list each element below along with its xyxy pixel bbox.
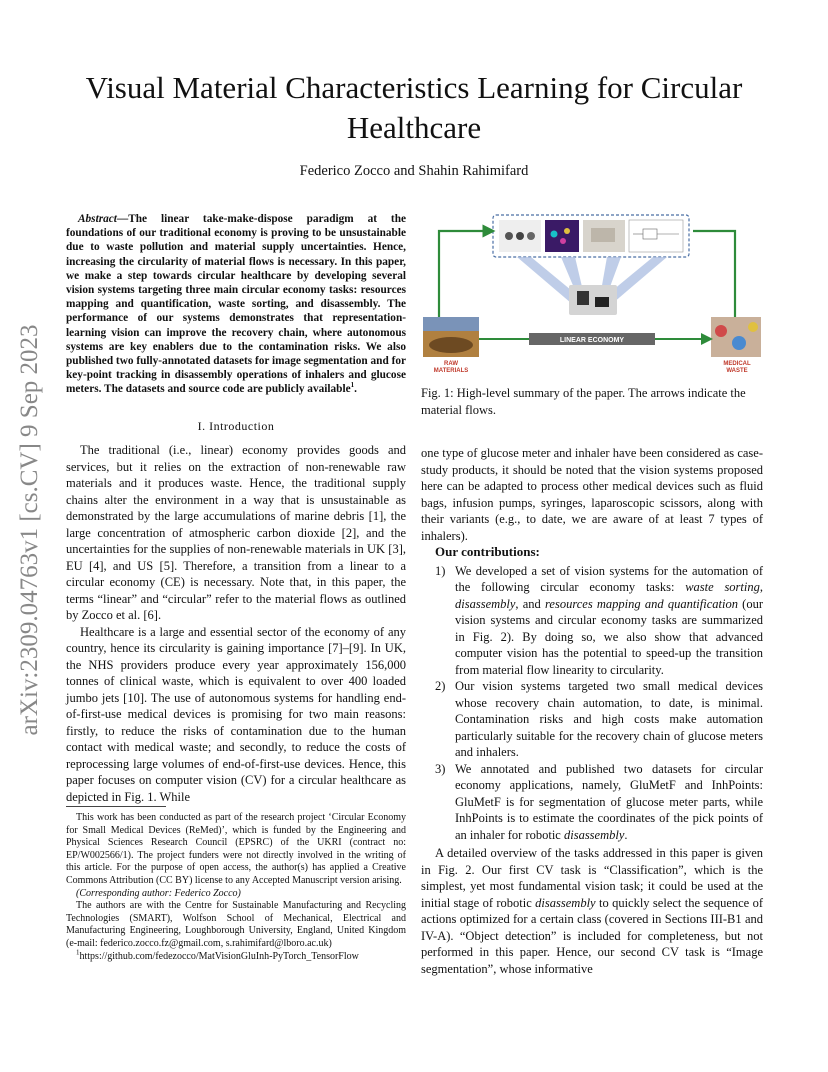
contribution-item	[421, 563, 763, 679]
diagram-thumbnail	[629, 220, 683, 252]
body-text: to quickly select the sequence of actions optimized for a certain class (covered in Sections III-B1 and IV-A). “Object detection” is included for completeness, but not performed in this paper. Hence, our second CV task is “Image segmentation”, whose informative	[421, 895, 763, 976]
arxiv-id: arXiv:2309.04763v1 [cs.CV] 9 Sep 2023	[16, 324, 43, 736]
circular-arrow-left	[439, 231, 489, 317]
contribution-item	[421, 761, 763, 844]
raw-label-1: RAW	[444, 361, 458, 367]
right-paragraph-1: one type of glucose meter and inhaler have been considered as case-study products, it should be noted that the vision systems proposed here can be adapted to process other medical devices such as fluid bags, infusion pumps, syringes, laparoscopic scissors, along with their variants (e.g., to date, we are aware of at least 7 types of inhalers).	[421, 446, 763, 543]
abstract-text: —The linear take-make-dispose paradigm at the foundations of our traditional economy is proving to be unsustainable due to waste pollution and material supply uncertainties. Hence, increasing the circularity of material flows is necessary. In this paper, we make a step towards circular healthcare by developing several vision systems targeting three main circular economy tasks: resources mapping and quantification, waste sorting, and disassembly. The performance of our systems demonstrates that representation-learning vision can improve the recovery chain, where autonomous systems are key enablers due to the contamination risks. We also published two fully-annotated datasets for image segmentation and for key-point tracking in disassembly operations of inhalers and glucose meters. The datasets and source code are publicly available	[66, 213, 406, 396]
right-paragraph-2	[421, 845, 763, 977]
introduction-body	[66, 442, 406, 805]
footnote-mark: 1	[350, 381, 355, 390]
corresponding-author-note: (Corresponding author: Federico Zocco)	[76, 887, 241, 899]
emphasis-text: disassembly	[535, 895, 596, 910]
contributions-list	[421, 563, 763, 844]
waste-label-2: WASTE	[726, 368, 748, 374]
section-heading-introduction: I. Introduction	[197, 419, 275, 433]
footnotes	[66, 812, 406, 963]
abstract	[66, 212, 406, 397]
contribution-number: 2)	[435, 679, 446, 693]
code-url-footnote	[66, 948, 406, 964]
body-text: We developed a set of vision systems for the automation of the following circular economy tasks:	[455, 563, 763, 594]
emphasis-text: disassembly	[455, 596, 516, 611]
emphasis-text: waste sorting	[685, 580, 760, 594]
affiliation-footnote: The authors are with the Centre for Sustainable Manufacturing and Recycling Technologies (SMART), Wolfson School of Mechanical, Electrical and Manufacturing Engineering, Loughborough University, England, United Kingdom (e-mail: federico.zocco.fz@gmail.com, s.rahimifard@lboro.ac.uk)	[66, 900, 406, 949]
body-text: ,	[759, 580, 763, 594]
body-text: We annotated and published two datasets for circular economy applications, namely, GluMetF and InhPoints: GluMetF is for segmentation of glucose meter parts, while InhPoints is to estimate the coordinates of the pick points of an inhaler for robotic	[455, 761, 763, 842]
camera-rig	[569, 285, 617, 315]
segmentation-thumbnail	[545, 220, 579, 252]
right-column-body	[421, 445, 763, 977]
figure-1	[421, 211, 763, 379]
footnote-divider	[66, 806, 166, 807]
intro-paragraph-1: The traditional (i.e., linear) economy provides goods and services, but it relies on the extraction of non-renewable raw materials and it produces waste. Hence, the traditional supply chains alter the environment in a way that is unsustainable as demonstrated by the large accumulations of marine debris [1], the large concentration of atmospheric carbon dioxide [2], and the uncertainties for the supplies of non-renewable materials in UK [3], EU [4], and US [5]. Therefore, a transition from a linear to a circular economy (CE) is necessary. Note that, in this paper, the terms “linear” and “circular” refer to the material flows as outlined by Zocco et al. [6].	[66, 443, 406, 622]
raw-label-2: MATERIALS	[433, 368, 469, 374]
emphasis-text: disassembly	[563, 827, 625, 842]
paper-authors: Federico Zocco and Shahin Rahimifard	[299, 163, 529, 179]
code-url-mark: 1	[76, 948, 80, 957]
figure-1-caption: Fig. 1: High-level summary of the paper. The arrows indicate the material flows.	[421, 386, 746, 417]
contribution-number: 1)	[435, 563, 446, 578]
emphasis-text: resources mapping and quantification	[545, 596, 738, 611]
body-text: , and	[515, 596, 546, 611]
paper-title: Visual Material Characteristics Learning for Circular Healthcare	[85, 70, 743, 145]
body-text: (our vision systems and circular economy tasks are summarized in Fig. 2). By doing so, we also show that advanced computer vision has the potential to speed-up the transition from material flow linearity to circularity.	[455, 596, 763, 677]
code-url: https://github.com/fedezocco/MatVisionGluInh-PyTorch_TensorFlow	[79, 950, 359, 962]
body-text: Our vision systems targeted two small medical devices whose recovery chain automation, to date, is minimal. Contamination risks and high costs make automation particularly suitable for the recovery chain of glucose meters and inhalers.	[455, 679, 763, 759]
abstract-label: Abstract	[78, 213, 117, 225]
contribution-item	[421, 678, 763, 761]
linear-economy-label: LINEAR ECONOMY	[559, 337, 625, 344]
contributions-heading: Our contributions:	[435, 544, 540, 559]
funding-footnote: This work has been conducted as part of the research project ‘Circular Economy for Small Medical Devices (ReMed)’, which is funded by the Engineering and Physical Sciences Research Council (EPSRC) of the UKRI (contract no: EP/W002566/1). The project funders were not directly involved in the writing of this article. For the purpose of open access, the author(s) has applied a Creative Commons Attribution (CC BY) license to any Accepted Manuscript version arising.	[66, 812, 406, 886]
abstract-end: .	[354, 383, 357, 396]
contribution-number: 3)	[435, 761, 446, 776]
circular-arrow-right	[693, 231, 735, 317]
body-text: A detailed overview of the tasks addressed in this paper is given in Fig. 2. Our first CV task is “Classification”, which is the simplest, yet most fundamental vision task; it could be used at the initial stage of robotic	[421, 846, 763, 910]
arxiv-watermark	[16, 324, 43, 736]
intro-paragraph-2: Healthcare is a large and essential sector of the economy of any country, hence its circularity is gaining importance [7]–[9]. In UK, the NHS providers produce every year approximately 156,000 tonnes of clinical waste, which is equivalent to over 400 loaded jumbo jets [10]. The use of autonomous systems for handling end-of-first-use medical devices is promising for two main reasons: firstly, to reduce the risks of contamination due to the human contact with medical waste; and secondly, to reduce the costs of reprocessing large volumes of end-of-first-use devices. Hence, this paper focuses on computer vision (CV) for a circular healthcare as depicted in Fig. 1. While	[66, 624, 406, 804]
body-text: .	[624, 827, 628, 842]
waste-label-1: MEDICAL	[723, 361, 751, 367]
